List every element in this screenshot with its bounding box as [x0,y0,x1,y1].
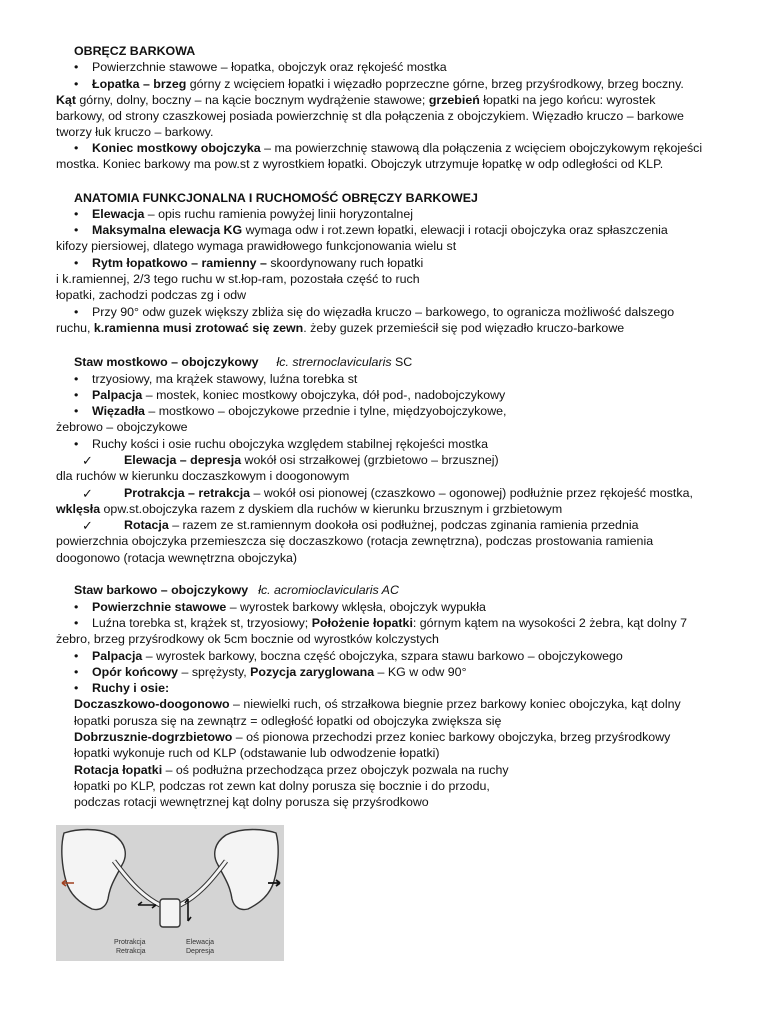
check-item [124,518,639,533]
text: – wokół osi pionowej (czaszkowo – ogonowej) podłużnie przez rękojeść mostka, [250,486,693,500]
paragraph-line: żebrowo – obojczykowe [56,420,188,434]
text: – niewielki ruch, oś strzałkowa biegnie przez barkowy koniec obojczyka, kąt dolny [229,697,681,711]
paragraph-line: barkowy, od strony czaszkowej posiada powierzchnię st dla połączenia z obojczykiem. Więzadło kruczo – barkowe [56,109,684,123]
text: wokół osi strzałkowej (grzbietowo – brzusznej) [241,453,499,467]
paragraph-line: kifozy piersiowej, dlatego wymaga prawidłowego funkcjonowania wielu st [56,239,457,253]
list-item [92,372,357,387]
text: trzyosiowy, ma krążek stawowy, luźna torebka st [92,372,358,386]
text: Elewacja [92,207,145,221]
paragraph-line [56,321,624,336]
text: k.ramienna musi zrotować się zewn [93,321,304,335]
text: Rotacja łopatki [74,763,163,777]
paragraph-line [74,697,681,712]
paragraph-line [74,763,509,778]
text: – sprężysty, [178,665,251,679]
list-item [92,649,623,664]
list-item [92,404,506,419]
list-item [92,305,674,320]
paragraph-line: i k.ramiennej, 2/3 tego ruchu w st.łop-ram, pozostała część to ruch [56,272,420,286]
paragraph-line: doogonowo (rotacja wewnętrzna obojczyka) [56,551,298,565]
text: wymaga odw i rot.zewn łopatki, elewacji i rotacji obojczyka oraz spłaszczenia [242,223,668,237]
text: – opis ruchu ramienia powyżej linii horyzontalnej [144,207,413,221]
figure-label-protrakcja: Protrakcja [114,939,146,946]
text: Opór końcowy [92,665,179,679]
text: skoordynowany ruch łopatki [266,256,424,270]
text: – wyrostek barkowy, boczna część obojczyka, szpara stawu barkowo – obojczykowego [142,649,623,663]
text: Dobrzusznie-dogrzbietowo [74,730,233,744]
text: Przy 90° odw guzek większy zbliża się do więzadła kruczo – barkowego, to ogranicza możliwość dalszego [92,305,675,319]
text: łopatki na jego końcu: wyrostek [479,93,656,107]
text: Rotacja [124,518,169,532]
text: Ruchy i osie: [92,681,170,695]
text: Pozycja zaryglowana [250,665,375,679]
text: Staw mostkowo – obojczykowy [74,355,259,369]
text: SC [391,355,413,369]
text: Kąt [56,93,76,107]
section-title-sc [74,355,412,370]
section-title-ac [74,583,399,598]
paragraph-line: podczas rotacji wewnętrznej kąt dolny porusza się przyśrodkowo [74,795,429,809]
paragraph-line: łopatki, zachodzi podczas zg i odw [56,288,247,302]
text: ruchu, [56,321,94,335]
text: Maksymalna elewacja KG [92,223,243,237]
paragraph-line [74,730,670,745]
check-item [124,453,499,468]
paragraph-line [56,93,655,108]
section-title-obrecz: OBRĘCZ BARKOWA [74,44,196,58]
paragraph-line: łopatki wykonuje ruch od KLP (odstawanie lub odwodzenie łopatki) [74,746,440,760]
list-item [92,77,684,92]
text: Powierzchnie stawowe [92,600,227,614]
text: : górnym kątem na wysokości 2 żebra, kąt dolny 7 [412,616,688,630]
shoulder-girdle-figure [56,825,284,961]
text: – oś pionowa przechodzi przez koniec barkowy obojczyka, brzeg przyśrodkowy [232,730,671,744]
text: Palpacja [92,649,143,663]
list-item [92,665,467,680]
paragraph-line [56,502,562,517]
paragraph-line: tworzy łuk kruczo – barkowy. [56,125,214,139]
text: górny z wcięciem łopatki i więzadło poprzeczne górne, brzeg przyśrodkowy, brzeg boczny. [186,77,684,91]
list-item [92,600,486,615]
shoulder-girdle-illustration [56,825,284,961]
text: Powierzchnie stawowe – łopatka, obojczyk oraz rękojeść mostka [92,60,447,74]
list-item [92,616,687,631]
paragraph-line: powierzchnia obojczyka przemieszcza się doczaszkowo (rotacja zewnętrzna), podczas prostowania ramienia [56,534,654,548]
paragraph-line: dla ruchów w kierunku doczaszkowym i doogonowym [56,469,350,483]
text: opw.st.obojczyka razem z dyskiem dla ruchów w kierunku brzusznym i grzbietowym [100,502,563,516]
text: Łopatka – brzeg [92,77,187,91]
text: łc. strernoclavicularis [276,355,392,369]
figure-label-retrakcja: Retrakcja [116,948,146,955]
text: Koniec mostkowy obojczyka [92,141,261,155]
text: – KG w odw 90° [374,665,467,679]
text: Staw barkowo – obojczykowy [74,583,249,597]
text: Protrakcja – retrakcja [124,486,251,500]
paragraph-line: łopatki porusza się na zewnątrz = odległość łopatki od obojczyka zwiększa się [74,714,502,728]
list-item [92,207,413,222]
text: Luźna torebka st, krążek st, trzyosiowy; [92,616,312,630]
text: grzebień [428,93,480,107]
text: Palpacja [92,388,143,402]
text: górny, dolny, boczny – na kącie bocznym wydrążenie stawowe; [75,93,429,107]
text: . żeby guzek przemieścił się pod więzadło kruczo-barkowe [303,321,625,335]
text: Ruchy kości i osie ruchu obojczyka względem stabilnej rękojeści mostka [92,437,488,451]
text: Elewacja – depresja [124,453,242,467]
text: wklęsła [56,502,101,516]
text: – razem ze st.ramiennym dookoła osi podłużnej, podczas zginania ramienia przednia [168,518,639,532]
section-title-anatomia: ANATOMIA FUNKCJONALNA I RUCHOMOŚĆ OBRĘCZY BARKOWEJ [74,191,478,205]
text: – oś podłużna przechodząca przez obojczyk pozwala na ruchy [162,763,509,777]
list-item [92,681,169,696]
list-item [92,388,505,403]
list-item [92,223,668,238]
text: – ma powierzchnię stawową dla połączenia z wcięciem obojczykowym rękojeści [260,141,703,155]
figure-label-elewacja: Elewacja [186,939,215,946]
text: Doczaszkowo-doogonowo [74,697,230,711]
text: Rytm łopatkowo – ramienny – [92,256,267,270]
check-item [124,486,693,501]
paragraph-line: żebro, brzeg przyśrodkowy ok 5cm bocznie od wyrostków kolczystych [56,632,439,646]
paragraph-line: mostka. Koniec barkowy ma pow.st z wyrostkiem łopatki. Obojczyk utrzymuje łopatkę w odp odległości od KLP. [56,157,664,171]
list-item [92,60,447,75]
text: Więzadła [92,404,145,418]
text: – mostkowo – obojczykowe przednie i tylne, międzyobojczykowe, [144,404,507,418]
list-item [92,437,488,452]
list-item [92,256,423,271]
text: – wyrostek barkowy wklęsła, obojczyk wypukła [226,600,486,614]
list-item [92,141,702,156]
text: łc. acromioclavicularis AC [258,583,399,597]
paragraph-line: łopatki po KLP, podczas rot zewn kat dolny porusza się bocznie i do przodu, [74,779,490,793]
figure-label-depresja: Depresja [186,948,215,955]
text: Położenie łopatki [311,616,413,630]
text: – mostek, koniec mostkowy obojczyka, dół pod-, nadobojczykowy [142,388,506,402]
